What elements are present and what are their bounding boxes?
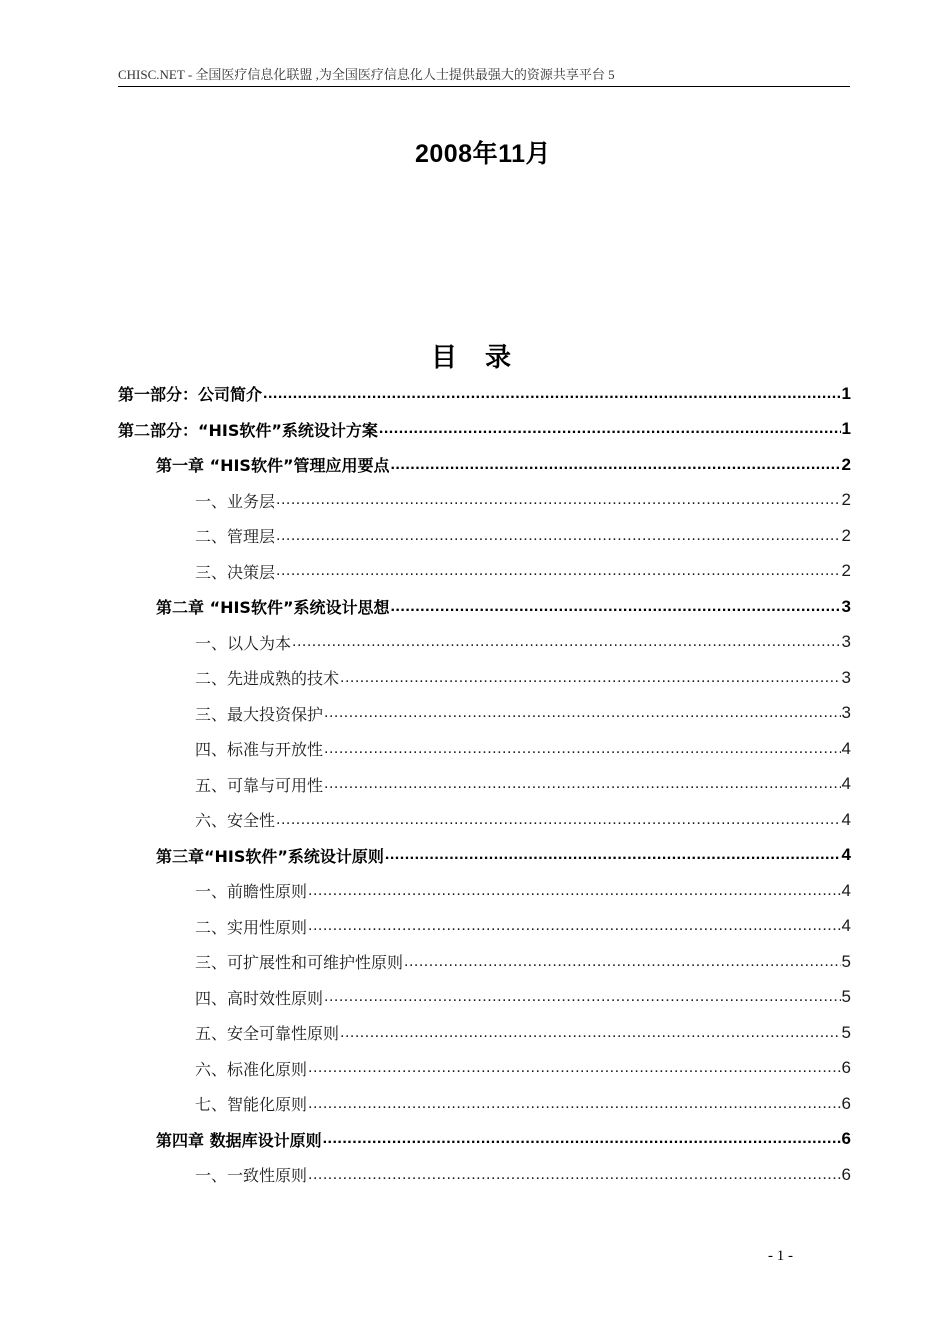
toc-dot-leader	[292, 632, 841, 652]
toc-entry[interactable]	[118, 838, 851, 874]
toc-entry[interactable]	[118, 802, 851, 838]
toc-entry-page: 5	[841, 951, 851, 971]
toc-entry-label: 二、先进成熟的技术	[195, 669, 340, 689]
toc-dot-leader	[308, 916, 841, 936]
toc-entry[interactable]	[118, 731, 851, 767]
toc-entry-page: 1	[841, 419, 851, 439]
toc-dot-leader	[390, 455, 840, 475]
toc-entry[interactable]	[118, 873, 851, 909]
toc-entry-label: 一、业务层	[195, 491, 276, 511]
toc-entry[interactable]	[118, 518, 851, 554]
toc-title: 目录	[430, 343, 539, 373]
toc-dot-leader	[308, 1058, 841, 1078]
toc-entry[interactable]	[118, 696, 851, 732]
toc-dot-leader	[385, 845, 841, 865]
toc-entry-label: 第一章 “HIS软件”管理应用要点	[156, 456, 390, 476]
toc-entry[interactable]	[118, 376, 851, 412]
toc-entry-page: 6	[841, 1058, 851, 1078]
toc-dot-leader	[276, 561, 841, 581]
toc-entry[interactable]	[118, 554, 851, 590]
toc-entry-page: 2	[841, 490, 851, 510]
toc-entry-page: 3	[841, 596, 851, 616]
toc-entry[interactable]	[118, 660, 851, 696]
toc-dot-leader	[263, 384, 841, 404]
toc-dot-leader	[324, 774, 841, 794]
toc-entry-label: 第四章 数据库设计原则	[156, 1130, 322, 1150]
toc-dot-leader	[276, 526, 841, 546]
toc-entry-page: 2	[841, 561, 851, 581]
toc-entry-page: 4	[841, 738, 851, 758]
toc-entry-label: 三、决策层	[195, 562, 276, 582]
toc-entry-page: 3	[841, 667, 851, 687]
toc-entry[interactable]	[118, 1157, 851, 1193]
toc-entry-page: 4	[841, 845, 851, 865]
toc-dot-leader	[379, 419, 841, 439]
toc-entry-label: 三、最大投资保护	[195, 704, 324, 724]
toc-dot-leader	[324, 703, 841, 723]
running-header: CHISC.NET - 全国医疗信息化联盟 ,为全国医疗信息化人士提供最强大的资源共享平台 5	[118, 64, 850, 87]
toc-entry-label: 六、安全性	[195, 811, 276, 831]
toc-entry[interactable]	[118, 589, 851, 625]
toc-entry[interactable]	[118, 980, 851, 1016]
toc-entry-page: 4	[841, 880, 851, 900]
toc-entry-label: 二、实用性原则	[195, 917, 308, 937]
toc-entry-page: 3	[841, 632, 851, 652]
toc-entry-label: 一、一致性原则	[195, 1166, 308, 1186]
toc-entry-label: 一、前瞻性原则	[195, 882, 308, 902]
toc-entry-label: 四、标准与开放性	[195, 740, 324, 760]
table-of-contents	[118, 376, 851, 1193]
toc-dot-leader	[276, 490, 841, 510]
toc-entry-page: 1	[841, 383, 851, 403]
toc-entry-label: 三、可扩展性和可维护性原则	[195, 953, 404, 973]
toc-dot-leader	[308, 1165, 841, 1185]
toc-dot-leader	[404, 952, 841, 972]
toc-dot-leader	[324, 987, 841, 1007]
toc-entry-page: 2	[841, 454, 851, 474]
toc-entry[interactable]	[118, 944, 851, 980]
toc-entry-page: 2	[841, 525, 851, 545]
toc-entry-label: 六、标准化原则	[195, 1059, 308, 1079]
toc-entry[interactable]	[118, 1086, 851, 1122]
toc-entry-page: 3	[841, 703, 851, 723]
toc-entry[interactable]	[118, 909, 851, 945]
toc-entry-label: 第一部分：公司简介	[118, 385, 263, 405]
toc-dot-leader	[323, 1129, 841, 1149]
toc-entry-page: 4	[841, 916, 851, 936]
toc-entry-page: 4	[841, 774, 851, 794]
toc-entry-page: 5	[841, 987, 851, 1007]
toc-entry[interactable]	[118, 767, 851, 803]
toc-dot-leader	[340, 1023, 841, 1043]
toc-entry-label: 五、安全可靠性原则	[195, 1024, 340, 1044]
toc-entry-page: 5	[841, 1022, 851, 1042]
toc-dot-leader	[340, 668, 841, 688]
toc-dot-leader	[390, 597, 840, 617]
toc-dot-leader	[324, 739, 841, 759]
toc-entry-page: 6	[841, 1164, 851, 1184]
toc-entry[interactable]	[118, 447, 851, 483]
toc-entry[interactable]	[118, 1122, 851, 1158]
toc-entry-label: 五、可靠与可用性	[195, 775, 324, 795]
toc-entry-label: 第二章 “HIS软件”系统设计思想	[156, 598, 390, 618]
toc-entry-page: 6	[841, 1093, 851, 1113]
toc-entry-label: 四、高时效性原则	[195, 988, 324, 1008]
page-number: - 1 -	[768, 1248, 793, 1264]
toc-dot-leader	[308, 1094, 841, 1114]
toc-entry-page: 6	[841, 1129, 851, 1149]
toc-entry[interactable]	[118, 625, 851, 661]
toc-dot-leader	[276, 810, 841, 830]
toc-entry-label: 一、以人为本	[195, 633, 292, 653]
toc-entry[interactable]	[118, 1015, 851, 1051]
toc-entry[interactable]	[118, 1051, 851, 1087]
toc-entry-label: 第三章“HIS软件”系统设计原则	[156, 846, 384, 866]
toc-entry-label: 七、智能化原则	[195, 1095, 308, 1115]
toc-dot-leader	[308, 881, 841, 901]
toc-entry-label: 二、管理层	[195, 527, 276, 547]
toc-entry-page: 4	[841, 809, 851, 829]
document-date: 2008年11月	[414, 140, 552, 168]
toc-entry[interactable]	[118, 483, 851, 519]
toc-entry[interactable]	[118, 412, 851, 448]
toc-entry-label: 第二部分：“HIS软件”系统设计方案	[118, 420, 378, 440]
